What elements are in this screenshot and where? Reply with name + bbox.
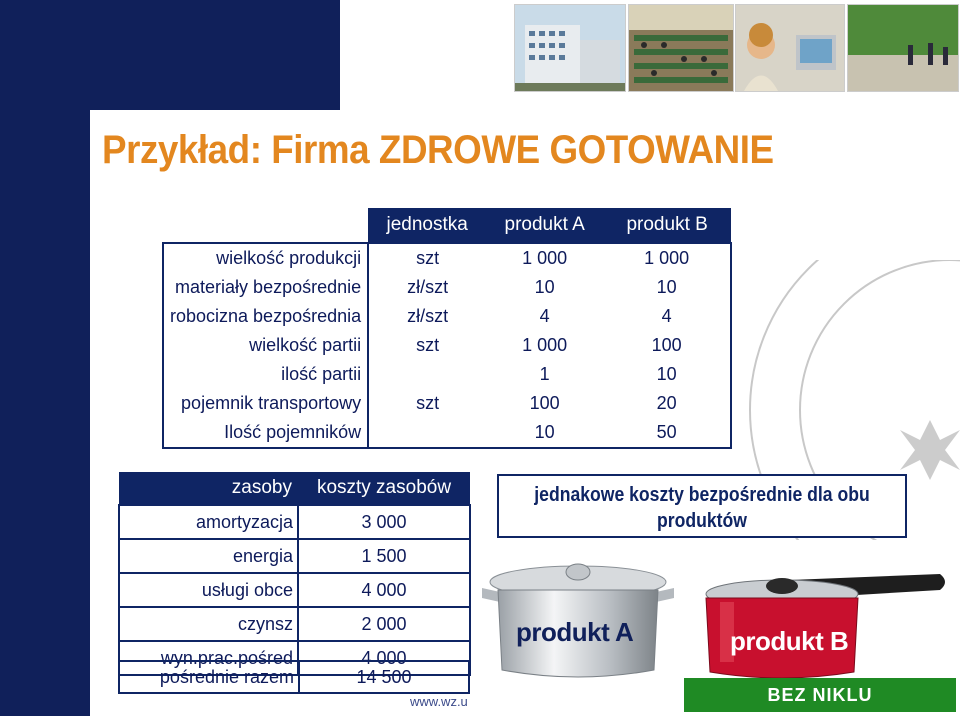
resource-label: amortyzacja [119,505,298,539]
product-a-cell: 10 [534,422,555,442]
resource-label: czynsz [119,607,298,641]
row-label: materiały bezpośrednie [163,273,368,302]
direct-costs-note [497,474,907,538]
unit-cell: szt [416,248,440,268]
product-b-cell: 20 [656,393,677,413]
row-label: Ilość pojemników [163,418,368,448]
indirect-total-value: 14 500 [356,667,412,687]
unit-cell: zł/szt [407,277,449,297]
production-data-table [162,208,732,449]
nickel-free-badge: BEZ NIKLU [684,678,956,712]
campus-photo [847,4,959,92]
column-header-product-b: produkt B [603,208,731,243]
product-b-cell: 50 [656,422,677,442]
product-a-cell: 100 [529,393,560,413]
resource-cost: 1 500 [298,539,470,573]
unit-cell: zł/szt [407,306,449,326]
table-row [163,418,731,448]
table-row [119,573,470,607]
note-text: jednakowe koszty bezpośrednie dla obu produktów [534,484,870,532]
table-row [163,302,731,331]
building-photo [514,4,626,92]
indirect-total-row [118,660,470,694]
resource-label: energia [119,539,298,573]
row-label: wielkość produkcji [163,243,368,273]
table-corner [163,208,368,243]
resources-cost-table [118,472,471,676]
red-pressure-cooker-image [690,560,952,680]
lecture-hall-photo [628,4,734,92]
resource-label: wyn.prac.pośred [119,641,298,675]
unit-cell [368,360,486,389]
row-label: ilość partii [163,360,368,389]
table-row [163,331,731,360]
resource-cost: 4 000 [361,647,407,668]
column-header-product-a: produkt A [486,208,603,243]
product-b-cell: 100 [651,335,682,355]
table-row [163,389,731,418]
table-row [119,539,470,573]
product-a-label: produkt A [516,617,634,647]
table-row [163,243,731,273]
resource-cost: 2 000 [298,607,470,641]
product-b-cell: 4 [661,306,672,326]
product-b-cell: 10 [656,277,677,297]
row-label: wielkość partii [163,331,368,360]
product-b-cell: 1 000 [644,248,690,268]
product-b-label: produkt B [730,626,849,656]
left-sidebar-band [0,0,90,716]
top-header-band [90,0,340,110]
product-b-cell: 10 [656,364,677,384]
table-row [119,607,470,641]
unit-cell: szt [416,335,440,355]
resource-cost: 4 000 [298,573,470,607]
table-row [119,505,470,539]
table-row [163,273,731,302]
resource-label: usługi obce [119,573,298,607]
slide-title: Przykład: Firma ZDROWE GOTOWANIE [102,128,774,172]
resource-cost: 3 000 [298,505,470,539]
column-header-unit: jednostka [368,208,486,243]
column-header-resource-costs: koszty zasobów [298,472,470,505]
table-row [163,360,731,389]
computer-lab-photo [735,4,845,92]
product-a-cell: 10 [534,277,555,297]
indirect-total-label: pośrednie razem [120,662,300,692]
product-a-cell: 1 000 [522,248,568,268]
unit-cell [368,418,486,448]
unit-cell: szt [416,393,440,413]
row-label: pojemnik transportowy [163,389,368,418]
product-a-cell: 4 [539,306,550,326]
row-label: robocizna bezpośrednia [163,302,368,331]
product-a-cell: 1 000 [522,335,568,355]
product-a-cell: 1 [539,364,550,384]
column-header-resources: zasoby [119,472,298,505]
footer-url: www.wz.u [410,694,468,709]
